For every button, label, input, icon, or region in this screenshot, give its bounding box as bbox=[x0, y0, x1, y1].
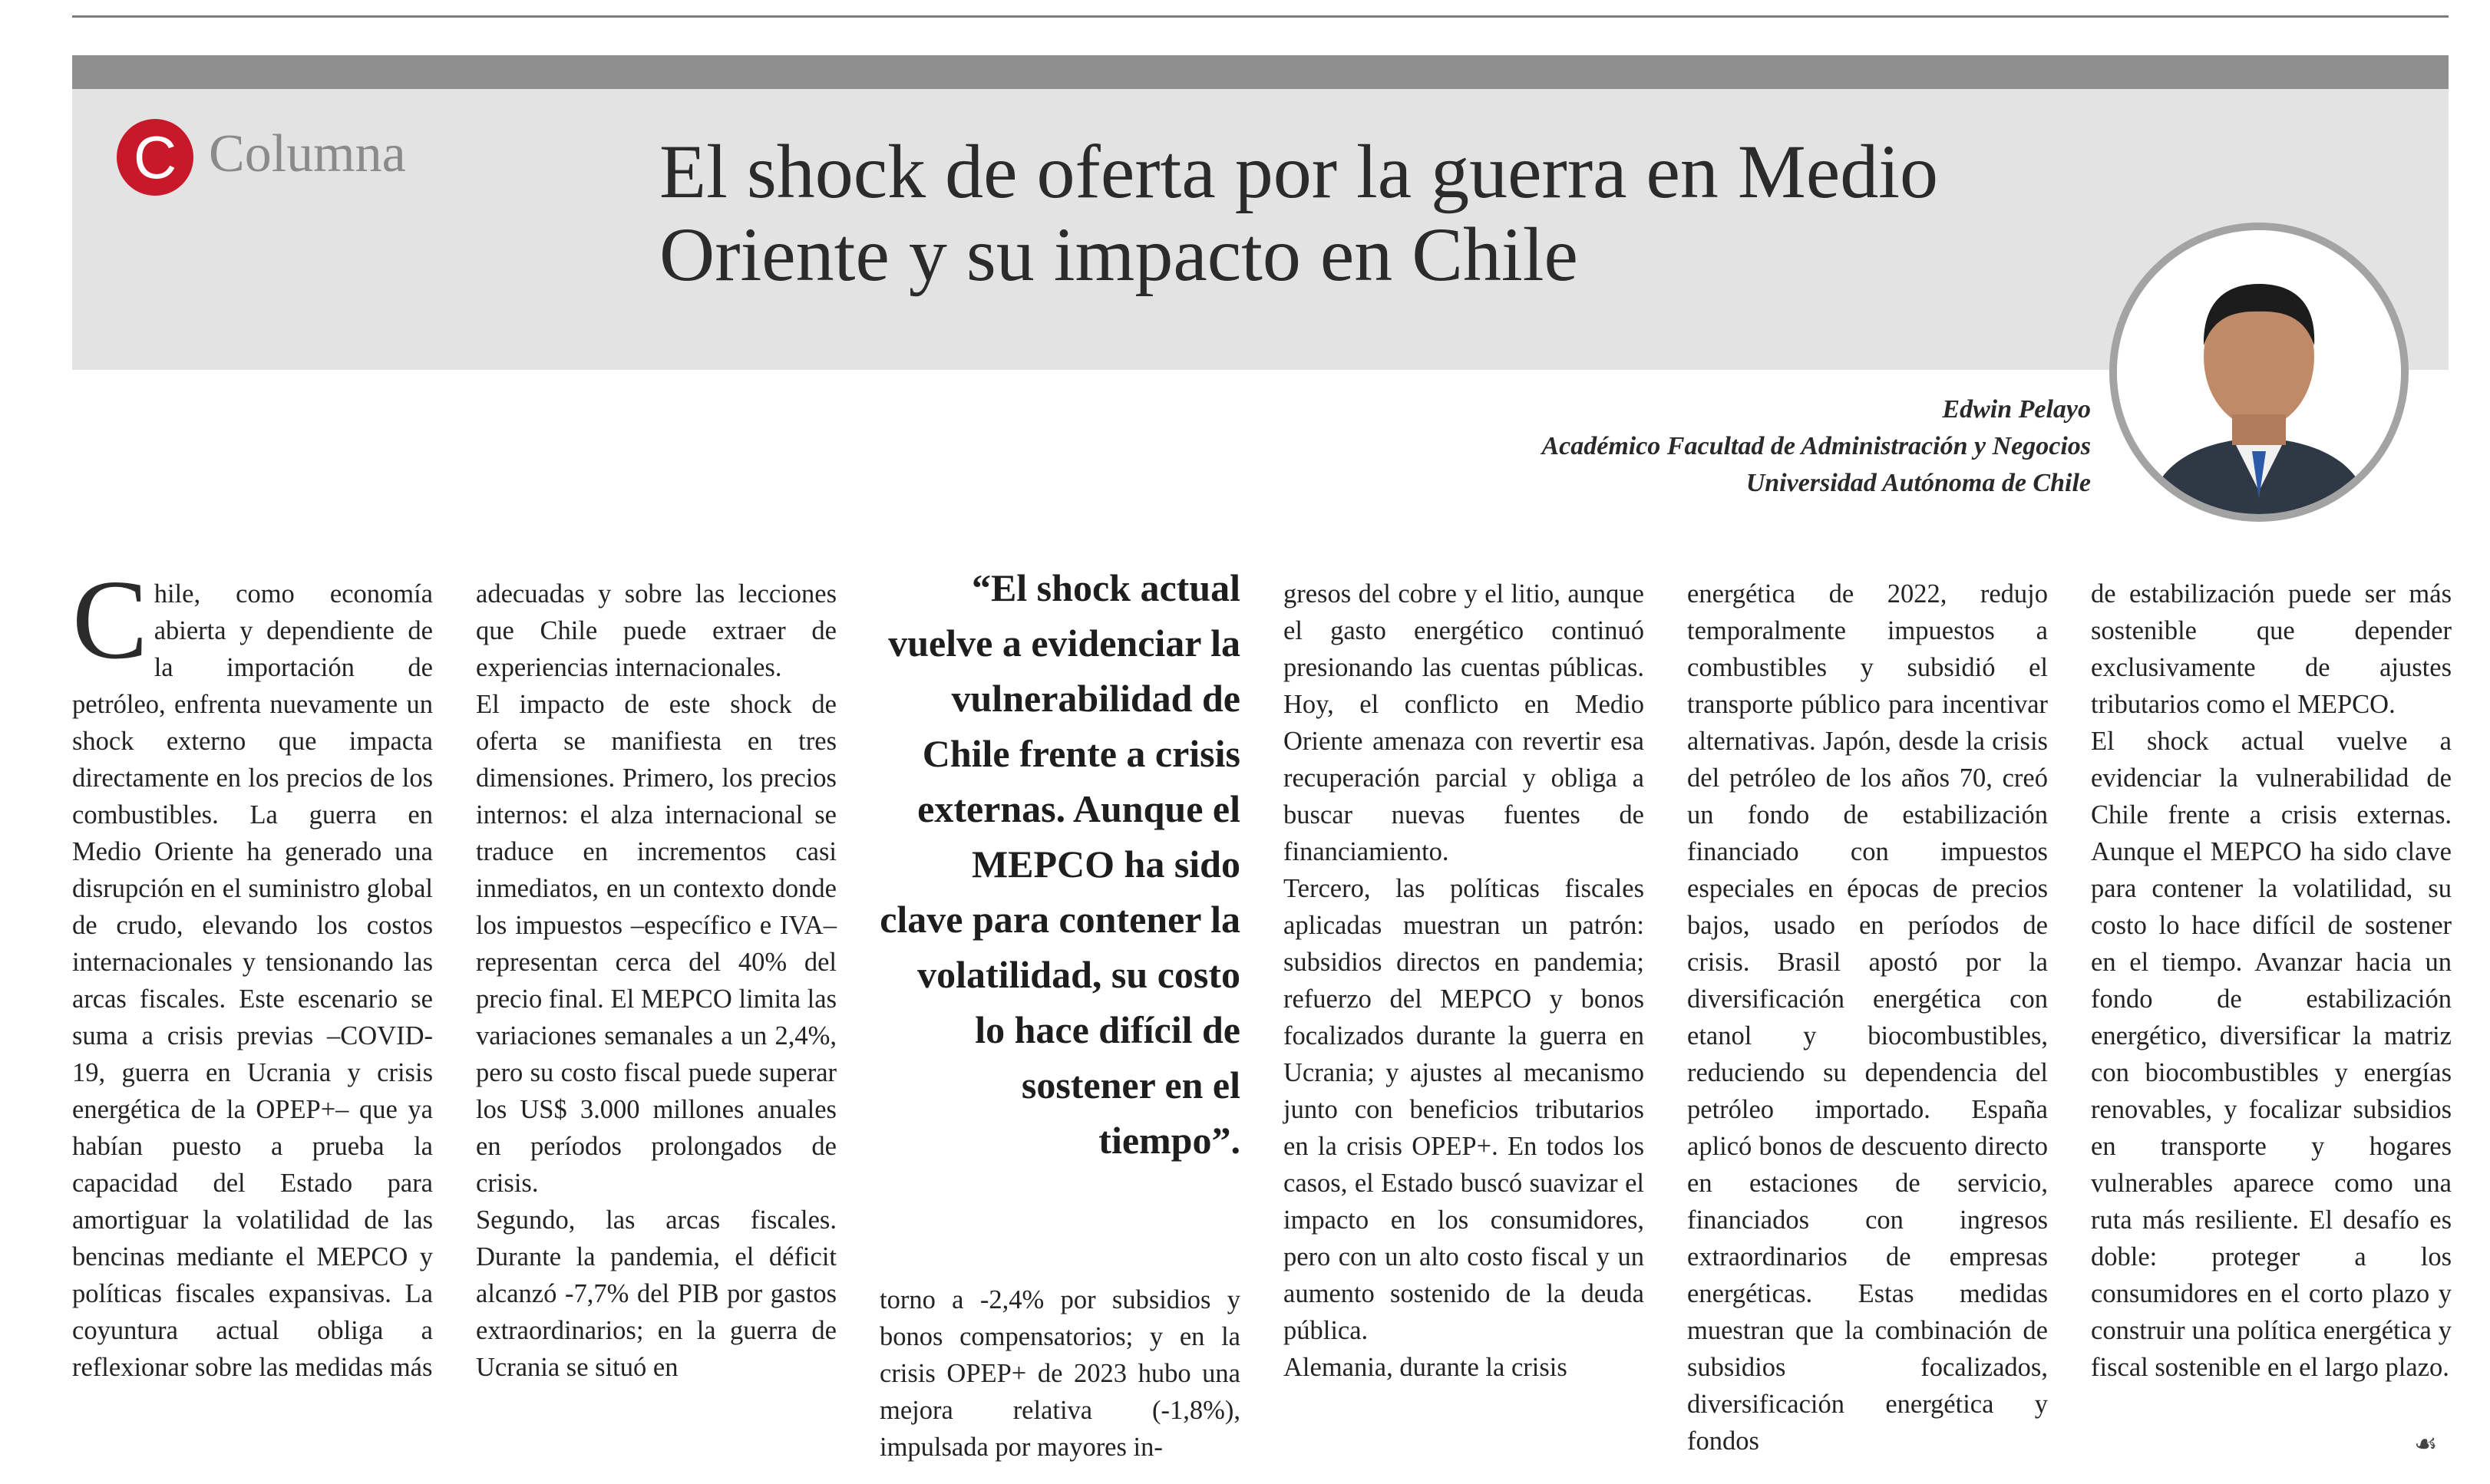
end-mark-icon: ☙ bbox=[2414, 1430, 2438, 1459]
column-6-paragraph-1: de estabilización puede ser más sostenible que depender exclusivamente de ajustes tributarios como el MEPCO. bbox=[2091, 579, 2452, 719]
top-rule bbox=[72, 15, 2449, 18]
author-institution: Universidad Autónoma de Chile bbox=[1745, 469, 2091, 497]
column-4-paragraph-3: Alemania, durante la crisis bbox=[1283, 1353, 1567, 1382]
header-band bbox=[72, 55, 2449, 370]
author-portrait bbox=[2109, 223, 2409, 522]
header-strip bbox=[72, 55, 2449, 89]
article-column-1 bbox=[72, 557, 433, 1386]
headline: El shock de oferta por la guerra en Medio Oriente y su impacto en Chile bbox=[659, 129, 1939, 297]
article-column-4 bbox=[1283, 575, 1644, 1386]
column-3-text: torno a -2,4% por subsidios y bonos compensatorios; y en la crisis OPEP+ de 2023 hubo una mejora relativa (-1,8%), impulsada por mayores in- bbox=[880, 1285, 1240, 1462]
column-6-paragraph-2: El shock actual vuelve a evidenciar la vulnerabilidad de Chile frente a crisis externas. Aunque el MEPCO ha sido clave para contener la volatilidad, su costo lo hace difícil de sostener en el tiempo. Avanzar hacia un fondo de estabilización energético, diversificar la matriz con biocombustibles y energías renovables, y focalizar subsidios en transporte y hogares vulnerables aparece como una ruta más resiliente. El desafío es doble: proteger a los consumidores en el corto plazo y construir una política energética y fiscal sostenible en el largo plazo. bbox=[2091, 727, 2452, 1382]
pull-quote: “El shock actual vuelve a evidenciar la vulnerabilidad de Chile frente a crisis externas. Aunque el MEPCO ha sido clave para contener la volatilidad, su costo lo hace difícil de sostener en el tiempo”. bbox=[880, 566, 1240, 1162]
column-4-paragraph-2: Tercero, las políticas fiscales aplicadas muestran un patrón: subsidios directos en pandemia; refuerzo del MEPCO y bonos focalizados durante la guerra en Ucrania; y ajustes al mecanismo junto con beneficios tributarios en la crisis OPEP+. En todos los casos, el Estado buscó suavizar el impacto en los consumidores, pero con un alto costo fiscal y un aumento sostenido de la deuda pública. bbox=[1283, 874, 1644, 1345]
column-2-paragraph-3: Segundo, las arcas fiscales. Durante la pandemia, el déficit alcanzó -7,7% del PIB por gastos extraordinarios; en la guerra de Ucrania se situó en bbox=[476, 1205, 837, 1382]
article-column-6 bbox=[2091, 575, 2452, 1386]
article-column-5 bbox=[1687, 575, 2048, 1459]
column-4-paragraph-1: gresos del cobre y el litio, aunque el gasto energético continuó presionando las cuentas públicas. Hoy, el conflicto en Medio Oriente amenaza con revertir esa recuperación parcial y obliga a buscar nuevas fuentes de financiamiento. bbox=[1283, 579, 1644, 866]
column-5-text: energética de 2022, redujo temporalmente impuestos a combustibles y subsidió el transporte público para incentivar alternativas. Japón, desde la crisis del petróleo de los años 70, creó un fondo de estabilización financiado con impuestos especiales en épocas de precios bajos, usado en períodos de crisis. Brasil apostó por la diversificación energética con etanol y biocombustibles, reduciendo su dependencia del petróleo importado. España aplicó bonos de descuento directo en estaciones de servicio, financiados con ingresos extraordinarios de empresas energéticas. Estas medidas muestran que la combinación de subsidios focalizados, diversificación energética y fondos bbox=[1687, 579, 2048, 1456]
author-portrait-icon bbox=[2117, 230, 2401, 514]
column-2-paragraph-2: El impacto de este shock de oferta se manifiesta en tres dimensiones. Primero, los precios internos: el alza internacional se traduce en incrementos casi inmediatos, en un contexto donde los impuestos –específico e IVA– representan cerca del 40% del precio final. El MEPCO limita las variaciones semanales a un 2,4%, pero su costo fiscal puede superar los US$ 3.000 millones anuales en períodos prolongados de crisis. bbox=[476, 690, 837, 1198]
column-2-paragraph-1: adecuadas y sobre las lecciones que Chile puede extraer de experiencias internacionales. bbox=[476, 579, 837, 682]
article-column-2 bbox=[476, 575, 837, 1386]
author-name: Edwin Pelayo bbox=[1942, 395, 2091, 424]
drop-cap: C bbox=[72, 557, 148, 683]
column-1-text: hile, como economía abierta y dependiente de la importación de petróleo, enfrenta nuevamente un shock externo que impacta directamente en los precios de los combustibles. La guerra en Medio Oriente ha generado una disrupción en el suministro global de crudo, elevando los costos internacionales y tensionando las arcas fiscales. Este escenario se suma a crisis previas –COVID-19, guerra en Ucrania y crisis energética de la OPEP+– que ya habían puesto a prueba la capacidad del Estado para amortiguar la volatilidad de las bencinas mediante el MEPCO y políticas fiscales expansivas. La coyuntura actual obliga a reflexionar sobre las medidas más bbox=[72, 579, 433, 1382]
section-label: Columna bbox=[209, 124, 406, 183]
author-role: Académico Facultad de Administración y Negocios bbox=[1541, 432, 2091, 460]
article-column-3 bbox=[880, 1281, 1240, 1466]
column-logo-icon: C bbox=[117, 119, 193, 196]
author-byline bbox=[1541, 391, 2091, 502]
